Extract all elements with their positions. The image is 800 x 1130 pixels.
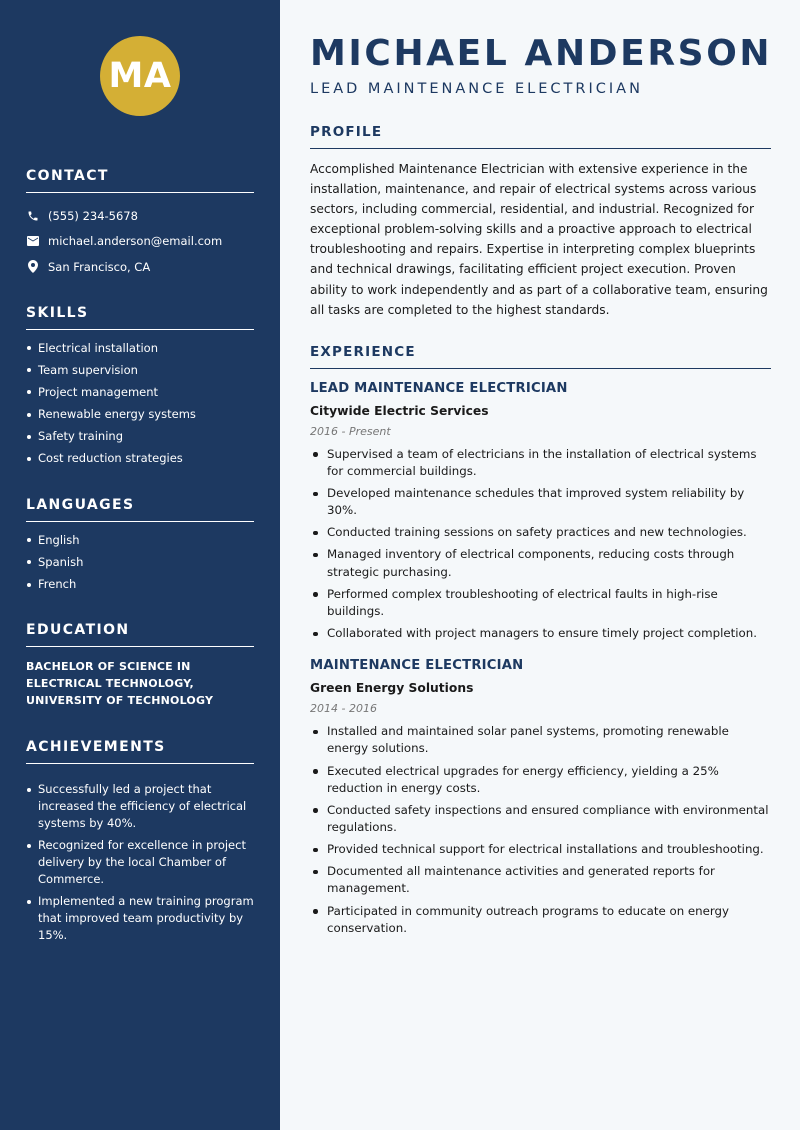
job-dates: 2016 - Present [310,424,391,438]
achievements-heading: ACHIEVEMENTS [26,739,254,764]
achievements-section [26,739,254,944]
contact-email [26,229,254,255]
job-bullet: Performed complex troubleshooting of electrical faults in high-rise buildings. [310,586,771,620]
job-company: Green Energy Solutions [310,681,474,696]
job-bullet: Developed maintenance schedules that improved system reliability by 30%. [310,485,771,519]
skill-item: Renewable energy systems [26,406,254,428]
job-bullet: Installed and maintained solar panel systems, promoting renewable energy solutions. [310,723,771,757]
skills-heading: SKILLS [26,305,254,330]
skill-item: Safety training [26,428,254,450]
job-company: Citywide Electric Services [310,403,489,418]
achievement-item: Implemented a new training program that improved team productivity by 15%. [26,893,254,944]
email-icon [26,234,40,248]
skills-list [26,340,254,473]
job-entry [310,658,771,937]
contact-section [26,168,254,280]
experience-heading: EXPERIENCE [310,344,771,369]
main-content [280,0,800,1130]
profile-text: Accomplished Maintenance Electrician with extensive experience in the installation, maintenance, and repair of electrical systems across various sectors, including commercial, residential, and industrial. Recognized for exceptional problem-solving skills and a proactive approach to electrical troubleshooting and repairs. Expertise in interpreting complex blueprints and technical drawings, facilitating efficient project execution. Proven ability to work independently and as part of a collaborative team, ensuring all tasks are completed to the highest standards. [310,162,768,317]
job-bullet: Conducted training sessions on safety practices and new technologies. [310,524,771,541]
phone-icon [26,209,40,223]
contact-email-text: michael.anderson@email.com [48,234,223,249]
language-item: English [26,532,254,554]
candidate-name: MICHAEL ANDERSON [310,33,773,74]
candidate-title: LEAD MAINTENANCE ELECTRICIAN [310,81,643,97]
job-bullet: Conducted safety inspections and ensured compliance with environmental regulations. [310,802,771,836]
achievement-item: Successfully led a project that increased the efficiency of electrical systems by 40%. [26,781,254,832]
languages-list [26,532,254,599]
job-bullets [310,446,771,642]
languages-heading: LANGUAGES [26,497,254,522]
contact-heading: CONTACT [26,168,254,193]
skill-item: Electrical installation [26,340,254,362]
contact-location [26,254,254,280]
experience-section [310,344,771,937]
language-item: French [26,576,254,598]
location-pin-icon [26,260,40,274]
contact-location-text: San Francisco, CA [48,259,151,274]
skill-item: Cost reduction strategies [26,450,254,472]
contact-phone [26,203,254,229]
skill-item: Team supervision [26,362,254,384]
job-bullets [310,723,771,937]
job-bullet: Managed inventory of electrical components, reducing costs through strategic purchasing. [310,546,771,580]
job-bullet: Supervised a team of electricians in the installation of electrical systems for commercial buildings. [310,446,771,480]
job-title: MAINTENANCE ELECTRICIAN [310,658,524,674]
profile-heading: PROFILE [310,124,771,149]
job-bullet: Provided technical support for electrical installations and troubleshooting. [310,841,771,858]
job-dates: 2014 - 2016 [310,702,377,716]
job-bullet: Participated in community outreach programs to educate on energy conservation. [310,903,771,937]
contact-phone-text: (555) 234-5678 [48,208,138,223]
languages-section [26,497,254,599]
job-bullet: Documented all maintenance activities and generated reports for management. [310,863,771,897]
language-item: Spanish [26,554,254,576]
achievements-list [26,781,254,944]
skill-item: Project management [26,384,254,406]
job-bullet: Executed electrical upgrades for energy efficiency, yielding a 25% reduction in energy costs. [310,763,771,797]
avatar-initials: MA [100,36,180,116]
profile-section [310,124,771,320]
job-title: LEAD MAINTENANCE ELECTRICIAN [310,380,568,396]
skills-section [26,305,254,473]
education-heading: EDUCATION [26,622,254,647]
job-bullet: Collaborated with project managers to ensure timely project completion. [310,625,771,642]
education-degree: BACHELOR OF SCIENCE IN ELECTRICAL TECHNOLOGY, UNIVERSITY OF TECHNOLOGY [26,660,214,708]
sidebar [0,0,280,1130]
contact-list [26,203,254,280]
education-section [26,622,254,709]
job-entry [310,381,771,642]
achievement-item: Recognized for excellence in project delivery by the local Chamber of Commerce. [26,837,254,888]
